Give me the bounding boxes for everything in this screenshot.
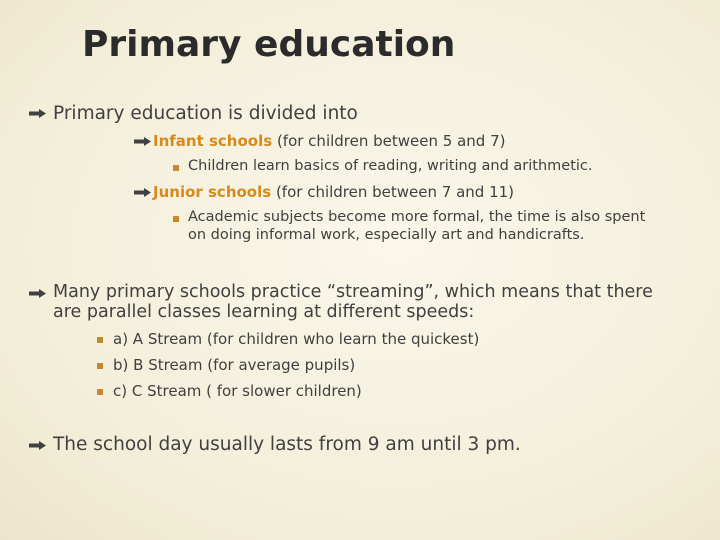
arrow-bullet-icon — [29, 109, 46, 118]
highlight-text: Infant schools — [153, 132, 273, 150]
slide-title: Primary education — [82, 24, 456, 65]
bullet-text: (for children between 7 and 11) — [271, 183, 515, 201]
bullet-text: b) B Stream (for average pupils) — [113, 356, 356, 374]
bullet-text: on doing informal work, especially art and handicrafts. — [188, 227, 585, 243]
arrow-bullet-icon — [29, 289, 46, 298]
square-bullet-icon — [97, 363, 103, 369]
bullet-text: Academic subjects become more formal, the time is also spent — [188, 209, 646, 225]
bullet-text: c) C Stream ( for slower children) — [113, 382, 362, 400]
arrow-bullet-icon — [134, 188, 151, 197]
square-bullet-icon — [97, 337, 103, 343]
arrow-bullet-icon — [134, 137, 151, 146]
bullet-text: Many primary schools practice “streaming”, which means that there — [53, 282, 653, 302]
bullet-text: (for children between 5 and 7) — [272, 132, 506, 150]
highlight-text: Junior schools — [153, 183, 272, 201]
bullet-text: Children learn basics of reading, writing and arithmetic. — [188, 158, 593, 174]
bullet-text: are parallel classes learning at different speeds: — [53, 302, 475, 322]
arrow-bullet-icon — [29, 441, 46, 450]
bullet-text: Primary education is divided into — [53, 103, 358, 124]
bullet-text: The school day usually lasts from 9 am until 3 pm. — [53, 434, 521, 455]
square-bullet-icon — [173, 165, 179, 171]
square-bullet-icon — [173, 216, 179, 222]
sub-bullet — [153, 132, 505, 150]
square-bullet-icon — [97, 389, 103, 395]
sub-bullet — [153, 183, 514, 201]
bullet-text: a) A Stream (for children who learn the quickest) — [113, 330, 480, 348]
